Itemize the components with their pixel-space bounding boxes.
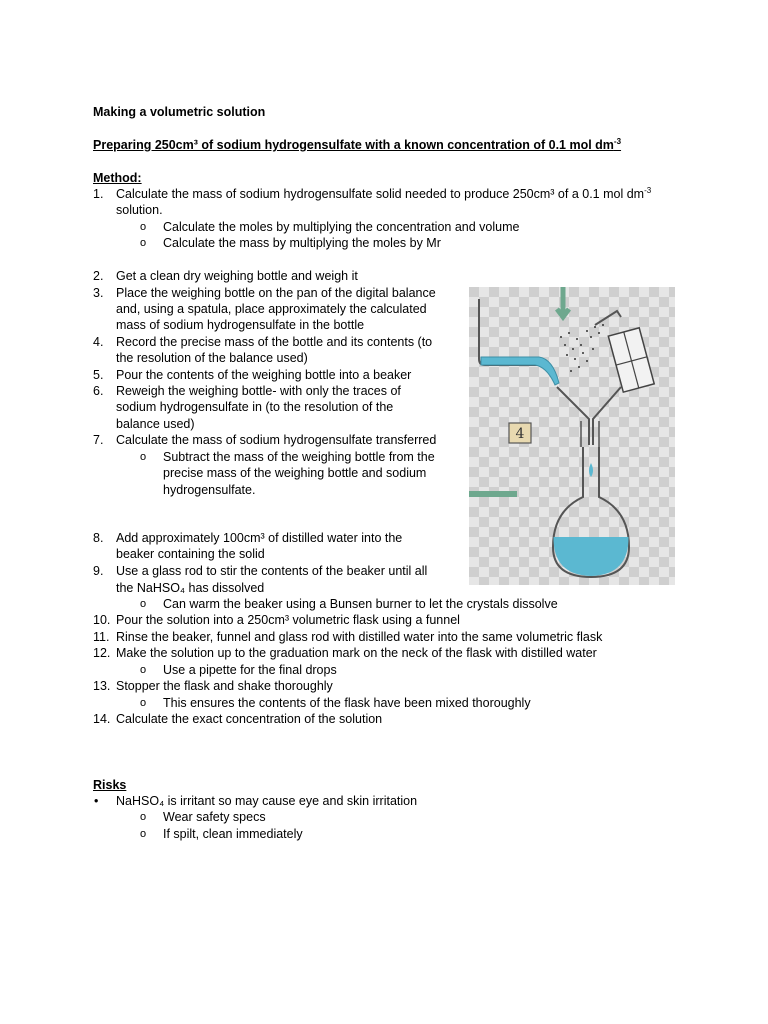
step-number: 6. (93, 384, 104, 398)
sub-bullet: o (140, 237, 147, 249)
step-line: Make the solution up to the graduation mark on the neck of the flask with distilled water (116, 646, 597, 660)
step-line: sodium hydrogensulfate in (to the resolution of the (116, 400, 394, 414)
step-13-sub: This ensures the contents of the flask have been mixed thoroughly (163, 696, 531, 710)
step-1-sub: Calculate the mass by multiplying the moles by Mr (163, 236, 441, 250)
method-heading: Method: (93, 171, 142, 185)
risk-sub: If spilt, clean immediately (163, 827, 303, 841)
risk-item: NaHSO₄ is irritant so may cause eye and skin irritation (116, 794, 418, 808)
subtitle (93, 137, 621, 153)
risk-sub: Wear safety specs (163, 810, 266, 824)
step-number: 8. (93, 531, 104, 545)
step-1-line (116, 186, 651, 202)
step-line: balance used) (116, 417, 195, 431)
sub-bullet: o (140, 221, 147, 233)
step-line: Stopper the flask and shake thoroughly (116, 679, 333, 693)
step-line: Pour the solution into a 250cm³ volumetric flask using a funnel (116, 613, 460, 627)
sub-bullet: o (140, 598, 147, 610)
step-line: beaker containing the solid (116, 547, 265, 561)
step-line: mass of sodium hydrogensulfate in the bottle (116, 318, 365, 332)
page-title: Making a volumetric solution (93, 105, 266, 119)
step-number: 2. (93, 269, 104, 283)
step-number: 13. (93, 679, 111, 693)
step-line: Use a glass rod to stir the contents of the beaker until all (116, 564, 428, 578)
scale-bar (469, 491, 517, 497)
step-7-sub: precise mass of the weighing bottle and sodium (163, 466, 427, 480)
sub-bullet: o (140, 811, 147, 823)
subtitle-exponent: -3 (613, 137, 622, 146)
step-label: 4 (515, 426, 525, 442)
step-line: Pour the contents of the weighing bottle into a beaker (116, 368, 412, 382)
step-1-text: Calculate the mass of sodium hydrogensulfate solid needed to produce 250cm³ of a 0.1 mol dm (116, 187, 645, 201)
step-line: Get a clean dry weighing bottle and weigh it (116, 269, 358, 283)
step-line: the resolution of the balance used) (116, 351, 308, 365)
step-12-sub: Use a pipette for the final drops (163, 663, 337, 677)
volumetric-flask-diagram (469, 287, 675, 585)
step-number: 10. (93, 613, 111, 627)
step-line: Rinse the beaker, funnel and glass rod with distilled water into the same volumetric flask (116, 630, 603, 644)
step-line: Place the weighing bottle on the pan of the digital balance (116, 286, 436, 300)
risks-heading: Risks (93, 778, 127, 792)
step-number: 1. (93, 187, 104, 201)
step-number: 3. (93, 286, 104, 300)
sub-bullet: o (140, 697, 147, 709)
risk-bullet: • (94, 794, 99, 808)
step-7-sub: hydrogensulfate. (163, 483, 256, 497)
step-line: Reweigh the weighing bottle- with only the traces of (116, 384, 401, 398)
step-number: 9. (93, 564, 104, 578)
step-number: 14. (93, 712, 111, 726)
step-number: 11. (93, 630, 110, 644)
step-1-exponent: -3 (644, 186, 652, 195)
subtitle-text: Preparing 250cm³ of sodium hydrogensulfate with a known concentration of 0.1 mol dm (93, 138, 614, 152)
step-number: 4. (93, 335, 104, 349)
step-line: Record the precise mass of the bottle and its contents (to (116, 335, 433, 349)
step-line: the NaHSO₄ has dissolved (116, 581, 265, 595)
step-line: Calculate the mass of sodium hydrogensulfate transferred (116, 433, 437, 447)
step-9-sub: Can warm the beaker using a Bunsen burner to let the crystals dissolve (163, 597, 558, 611)
sub-bullet: o (140, 664, 147, 676)
step-line: Add approximately 100cm³ of distilled water into the (116, 531, 403, 545)
sub-bullet: o (140, 451, 147, 463)
step-1-sub: Calculate the moles by multiplying the concentration and volume (163, 220, 520, 234)
step-number: 12. (93, 646, 111, 660)
step-line: Calculate the exact concentration of the solution (116, 712, 383, 726)
step-7-sub: Subtract the mass of the weighing bottle from the (163, 450, 435, 464)
step-number: 7. (93, 433, 104, 447)
sub-bullet: o (140, 828, 147, 840)
step-1-line-2: solution. (116, 203, 163, 217)
step-line: and, using a spatula, place approximately the calculated (116, 302, 427, 316)
step-number: 5. (93, 368, 104, 382)
